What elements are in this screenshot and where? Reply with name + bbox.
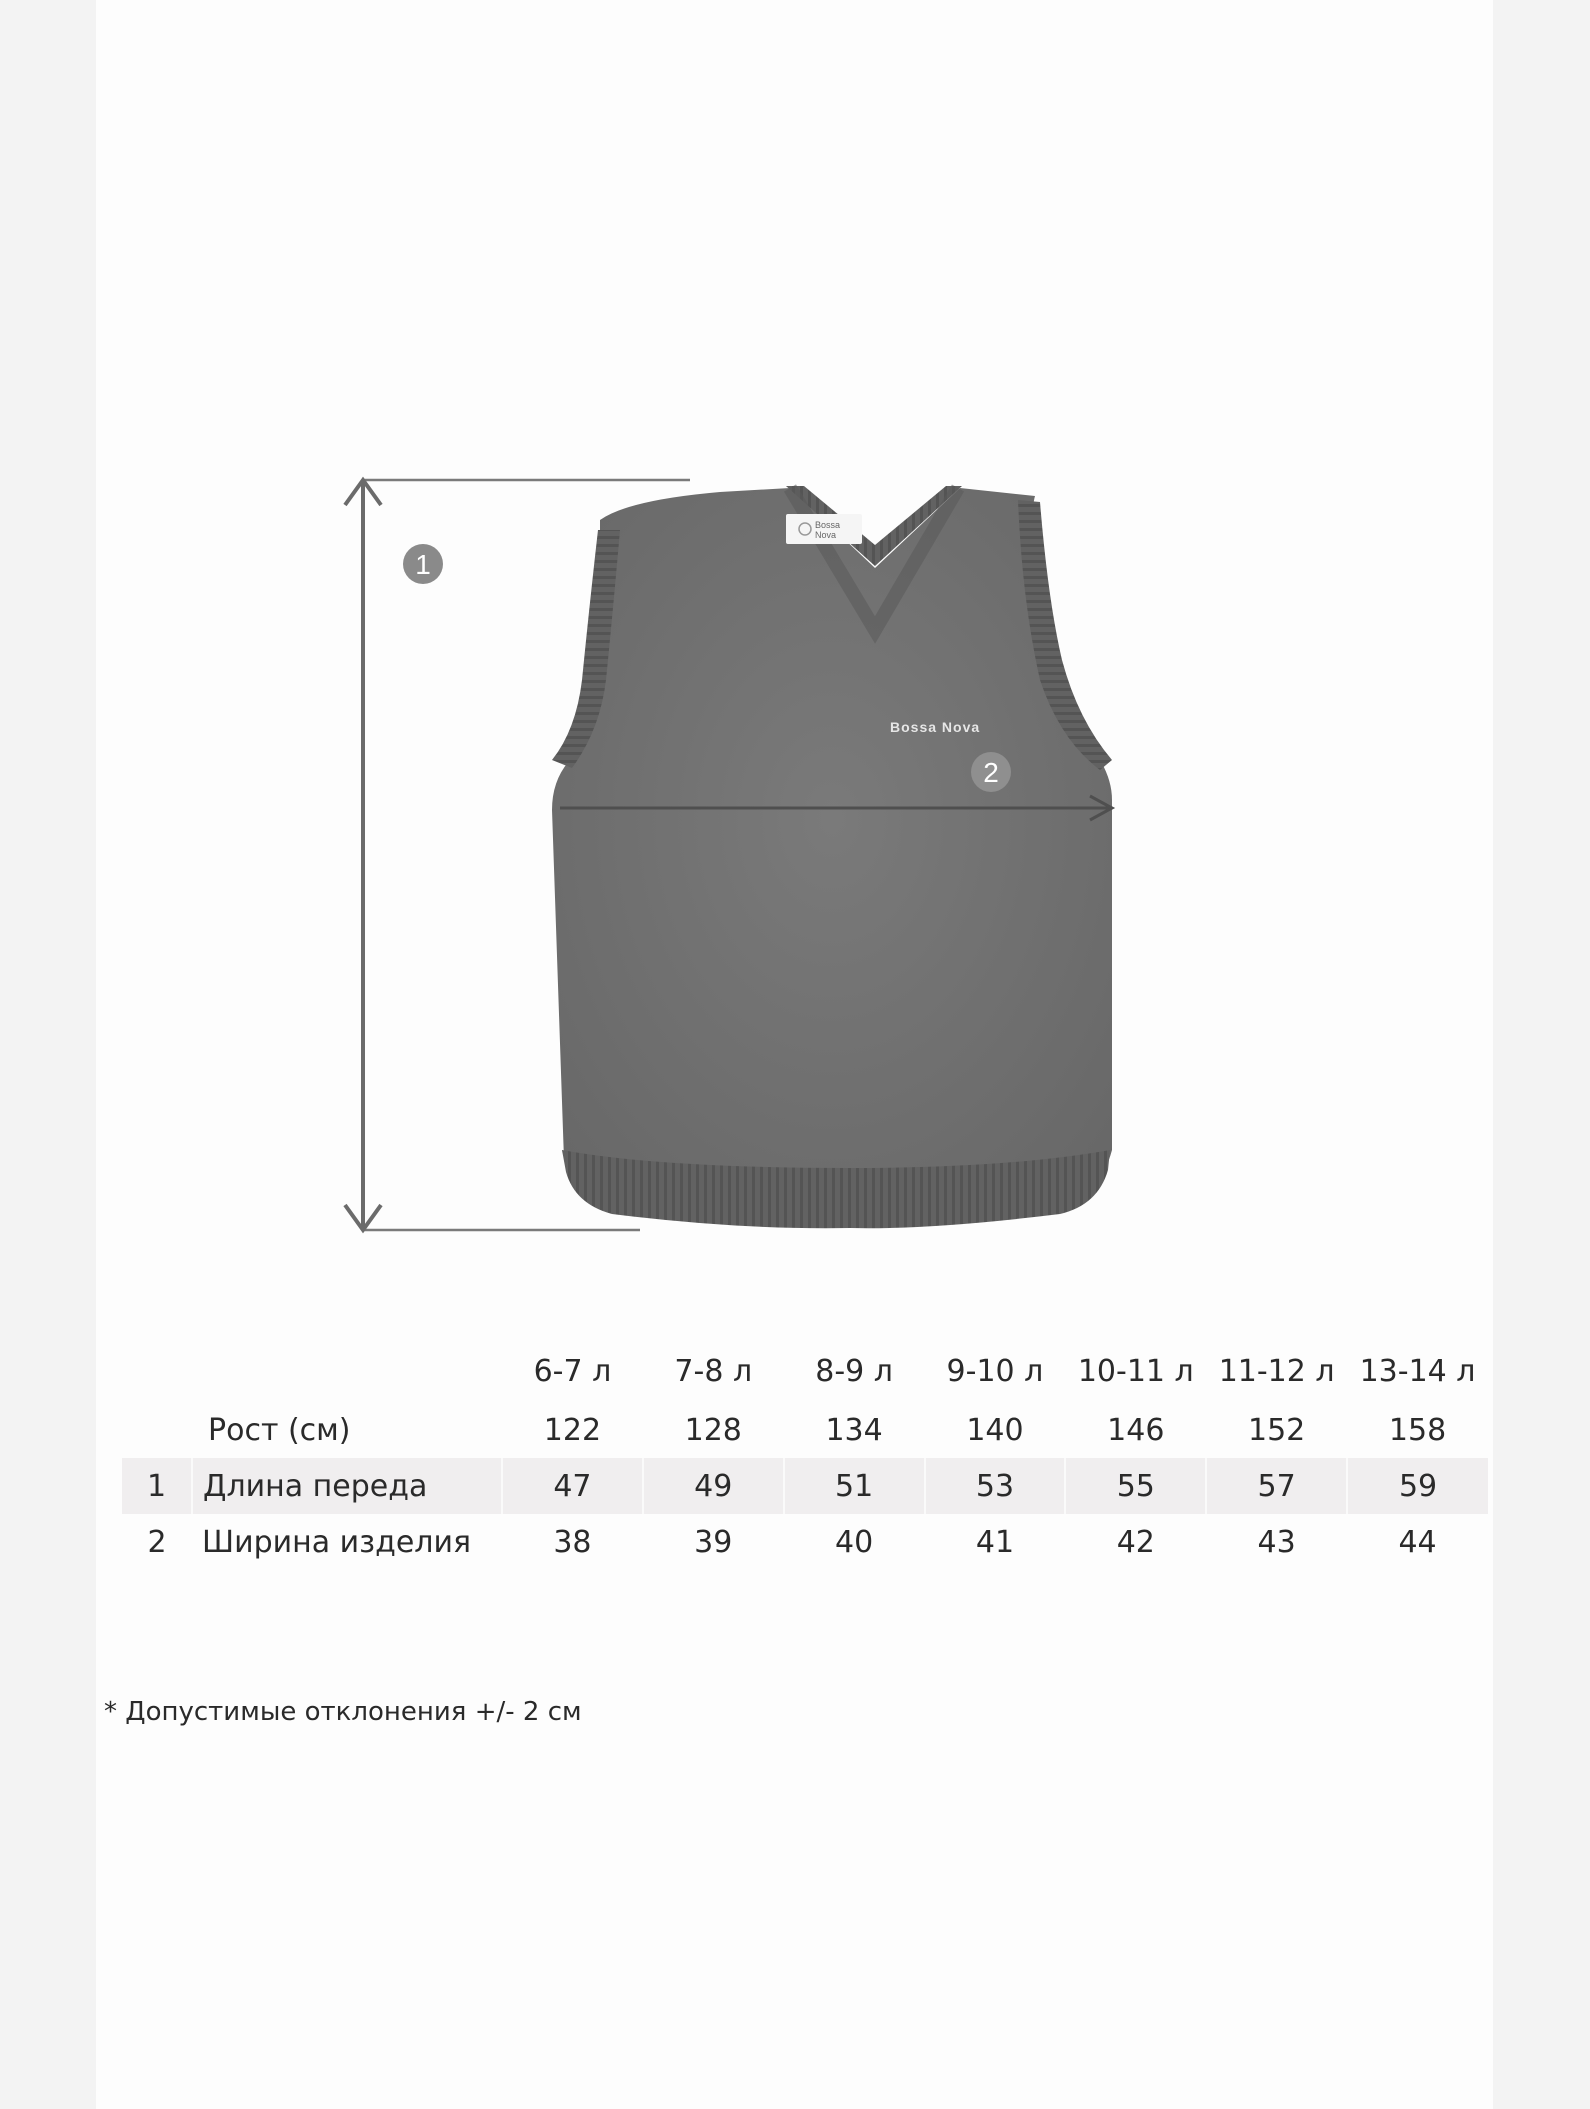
value-cell: 39 <box>694 1524 733 1560</box>
row-number: 1 <box>122 1458 192 1514</box>
value-cell: 41 <box>975 1524 1015 1560</box>
size-table-width-row <box>122 1514 1488 1570</box>
height-cell: 134 <box>825 1412 883 1448</box>
marker-1-number: 1 <box>415 549 431 580</box>
row-number-empty <box>122 1402 192 1458</box>
marker-1 <box>403 544 443 584</box>
size-table-length-row <box>122 1458 1488 1514</box>
height-cell: 128 <box>684 1412 742 1448</box>
height-cell: 152 <box>1248 1412 1306 1448</box>
value-cell: 59 <box>1347 1458 1488 1514</box>
value-cell: 57 <box>1206 1458 1347 1514</box>
age-cell: 13-14 л <box>1359 1353 1476 1389</box>
row-label: Ширина изделия <box>202 1524 472 1560</box>
age-cell: 8-9 л <box>815 1353 893 1389</box>
size-table <box>122 1340 1488 1570</box>
value-cell: 47 <box>502 1458 643 1514</box>
value-cell: 55 <box>1065 1458 1206 1514</box>
value-cell: 44 <box>1398 1524 1437 1560</box>
value-cell: 43 <box>1257 1524 1296 1560</box>
value-cell: 49 <box>643 1458 784 1514</box>
height-cell: 146 <box>1107 1412 1165 1448</box>
height-cell: 140 <box>966 1412 1024 1448</box>
age-cell: 9-10 л <box>946 1353 1044 1389</box>
age-cell: 7-8 л <box>674 1353 753 1389</box>
chest-embroidery: Bossa Nova <box>890 719 981 735</box>
value-cell: 51 <box>784 1458 925 1514</box>
value-cell: 38 <box>553 1524 592 1560</box>
row-label: Рост (см) <box>208 1412 351 1448</box>
tolerance-note: * Допустимые отклонения +/- 2 см <box>104 1697 582 1727</box>
marker-2 <box>971 752 1011 792</box>
size-table-height-row <box>122 1402 1488 1458</box>
value-cell: 40 <box>835 1524 874 1560</box>
age-cell: 6-7 л <box>533 1353 612 1389</box>
svg-text:Nova: Nova <box>815 530 837 540</box>
row-number: 2 <box>147 1524 167 1560</box>
vest-image <box>552 486 1112 1228</box>
height-cell: 158 <box>1388 1412 1447 1448</box>
size-table-age-row <box>122 1340 1488 1402</box>
age-cell: 10-11 л <box>1077 1353 1194 1389</box>
value-cell: 42 <box>1116 1524 1155 1560</box>
header-empty-cell <box>122 1340 192 1402</box>
marker-2-number: 2 <box>983 757 999 788</box>
header-label-cell <box>192 1340 502 1402</box>
neck-label-text: Bossa <box>815 520 841 530</box>
value-cell: 53 <box>925 1458 1066 1514</box>
height-cell: 122 <box>543 1412 602 1448</box>
row-label: Длина переда <box>192 1458 502 1514</box>
age-cell: 11-12 л <box>1218 1353 1335 1389</box>
